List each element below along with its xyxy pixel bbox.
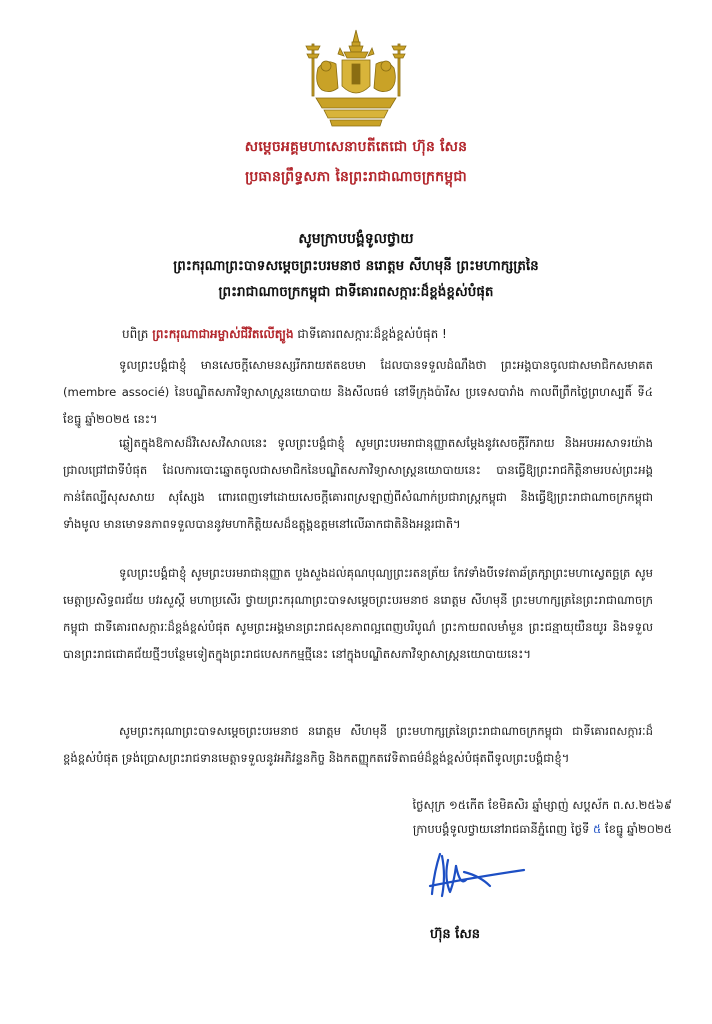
body-paragraph-3: ទូលព្រះបង្គំជាខ្ញុំ សូមព្រះបរមរាជានុញ្ញាត បួងសួងដល់គុណបុណ្យព្រះរតនត្រ័យ កែវទាំងបីទេវតាឆ័ត្រក្សាព្រះមហាស្វេតច្ឆត្រ សូមមេត្តាប្រសិទ្ធពរជ័យ បវរសួស្តី មហាប្រសើរ ថ្វាយព្រះករុណាព្រះបាទសម្តេចព្រះបរមនាថ នរោត្តម សីហមុនី ព្រះមហាក្សត្រនៃព្រះរាជាណាចក្រកម្ពុជា ជាទីគោរពសក្ការៈដ៏ខ្ពង់ខ្ពស់បំផុត សូមព្រះអង្គមានព្រះរាជសុខភាពល្អពេញបរិបូណ៌ ព្រះកាយពលមាំមួន ព្រះជន្មាយុយឺនយូរ និងទទួលបានព្រះរាជជោគជ័យថ្មីៗបន្ថែមទៀតក្នុងព្រះរាជបេសកកម្មថ្មីនេះ នៅក្នុងបណ្ឌិតសភាវិទ្យាសាស្ត្រនយោបាយនេះ។: [63, 566, 653, 661]
handwritten-signature: [420, 842, 530, 912]
body-paragraph-1: ទូលព្រះបង្គំជាខ្ញុំ មានសេចក្តីសោមនស្សរីករាយឥតឧបមា ដែលបានទទួលដំណឹងថា ព្រះអង្គបានចូលជាសមាជិកសមាគត (membre associé) នៃបណ្ឌិតសភាវិទ្យាសាស្ត្រនយោបាយ និងសីលធម៌ នៅទីក្រុងប៉ារីស ប្រទេសបារាំង កាលពីព្រឹកថ្ងៃព្រហស្បតិ៍ ទី៤ ខែធ្នូ ឆ្នាំ២០២៥ នេះ។: [63, 358, 653, 426]
place-date-suffix: ខែធ្នូ ឆ្នាំ២០២៥: [604, 822, 672, 836]
salutation-title: ព្រះករុណាជាអម្ចាស់ជីវិតលើត្បូង: [152, 327, 294, 341]
body-paragraph-4: សូមព្រះករុណាព្រះបាទសម្តេចព្រះបរមនាថ នរោត្តម សីហមុនី ព្រះមហាក្សត្រនៃព្រះរាជាណាចក្រកម្ពុជា ជាទីគោរពសក្ការៈដ៏ខ្ពង់ខ្ពស់បំផុត ទ្រង់ប្រោសព្រះរាជទានមេត្តាទទួលនូវអភិវន្ទនកិច្ច និងកតញ្ញុកតវេទិតាធម៌ដ៏ខ្ពង់ខ្ពស់បំផុតពីទូលព្រះបង្គំជាខ្ញុំ។: [63, 724, 653, 765]
addressee-greeting: សូមក្រាបបង្គំទូលថ្វាយ: [298, 231, 414, 247]
signer-name: ហ៊ុន សែន: [430, 927, 480, 942]
royal-emblem: [300, 28, 412, 128]
salutation-suffix: ជាទីគោរពសក្ការៈដ៏ខ្ពង់ខ្ពស់បំផុត !: [297, 327, 447, 341]
addressee-kingdom: ព្រះរាជាណាចក្រកម្ពុជា ជាទីគោរពសក្ការៈដ៏ខ្ពង់ខ្ពស់បំផុត: [218, 284, 494, 300]
sender-position: ប្រធានព្រឹទ្ធសភា នៃព្រះរាជាណាចក្រកម្ពុជា: [245, 169, 467, 185]
lunar-date: ថ្ងៃសុក្រ ១៥កើត ខែមិគសិរ ឆ្នាំម្សាញ់ សប្តស័ក ព.ស.២៥៦៩: [412, 798, 672, 812]
addressee-king-title: ព្រះករុណាព្រះបាទសម្តេចព្រះបរមនាថ នរោត្តម សីហមុនី ព្រះមហាក្សត្រនៃ: [173, 258, 539, 274]
body-paragraph-2: ឆ្លៀតក្នុងឱកាសដ៏វិសេសវិសាលនេះ ទូលព្រះបង្គំជាខ្ញុំ សូមព្រះបរមរាជានុញ្ញាតសម្តែងនូវសេចក្តីរីករាយ និងអបអរសាទរយ៉ាងជ្រាលជ្រៅជាទីបំផុត ដែលការបោះឆ្នោតចូលជាសមាជិកនៃបណ្ឌិតសភាវិទ្យាសាស្ត្រនយោបាយនេះ បានធ្វើឱ្យព្រះរាជកិត្តិនាមរបស់ព្រះអង្គកាន់តែល្បីសុសសាយ សុស្សែង ពោរពេញទៅដោយសេចក្តីគោរពស្រឡាញ់ពីសំណាក់ប្រជារាស្ត្រកម្ពុជា និងធ្វើឱ្យព្រះរាជាណាចក្រកម្ពុជាទាំងមូល មានមោទនភាពទទួលបាននូវមហាកិត្តិយសដ៏ឧត្តុង្គឧត្តមនៅលើឆាកជាតិនិងអន្តរជាតិ។: [63, 436, 653, 531]
place-date: [252, 822, 672, 839]
sender-title: សម្ដេចអគ្គមហាសេនាបតីតេជោ ហ៊ុន សែន: [244, 139, 468, 155]
place-date-day: ៥: [593, 822, 602, 836]
salutation: [122, 326, 682, 344]
place-date-prefix: ក្រាបបង្គំទូលថ្វាយនៅរាជធានីភ្នំពេញ ថ្ងៃទី: [412, 822, 590, 836]
salutation-prefix: បពិត្រ: [122, 327, 149, 341]
